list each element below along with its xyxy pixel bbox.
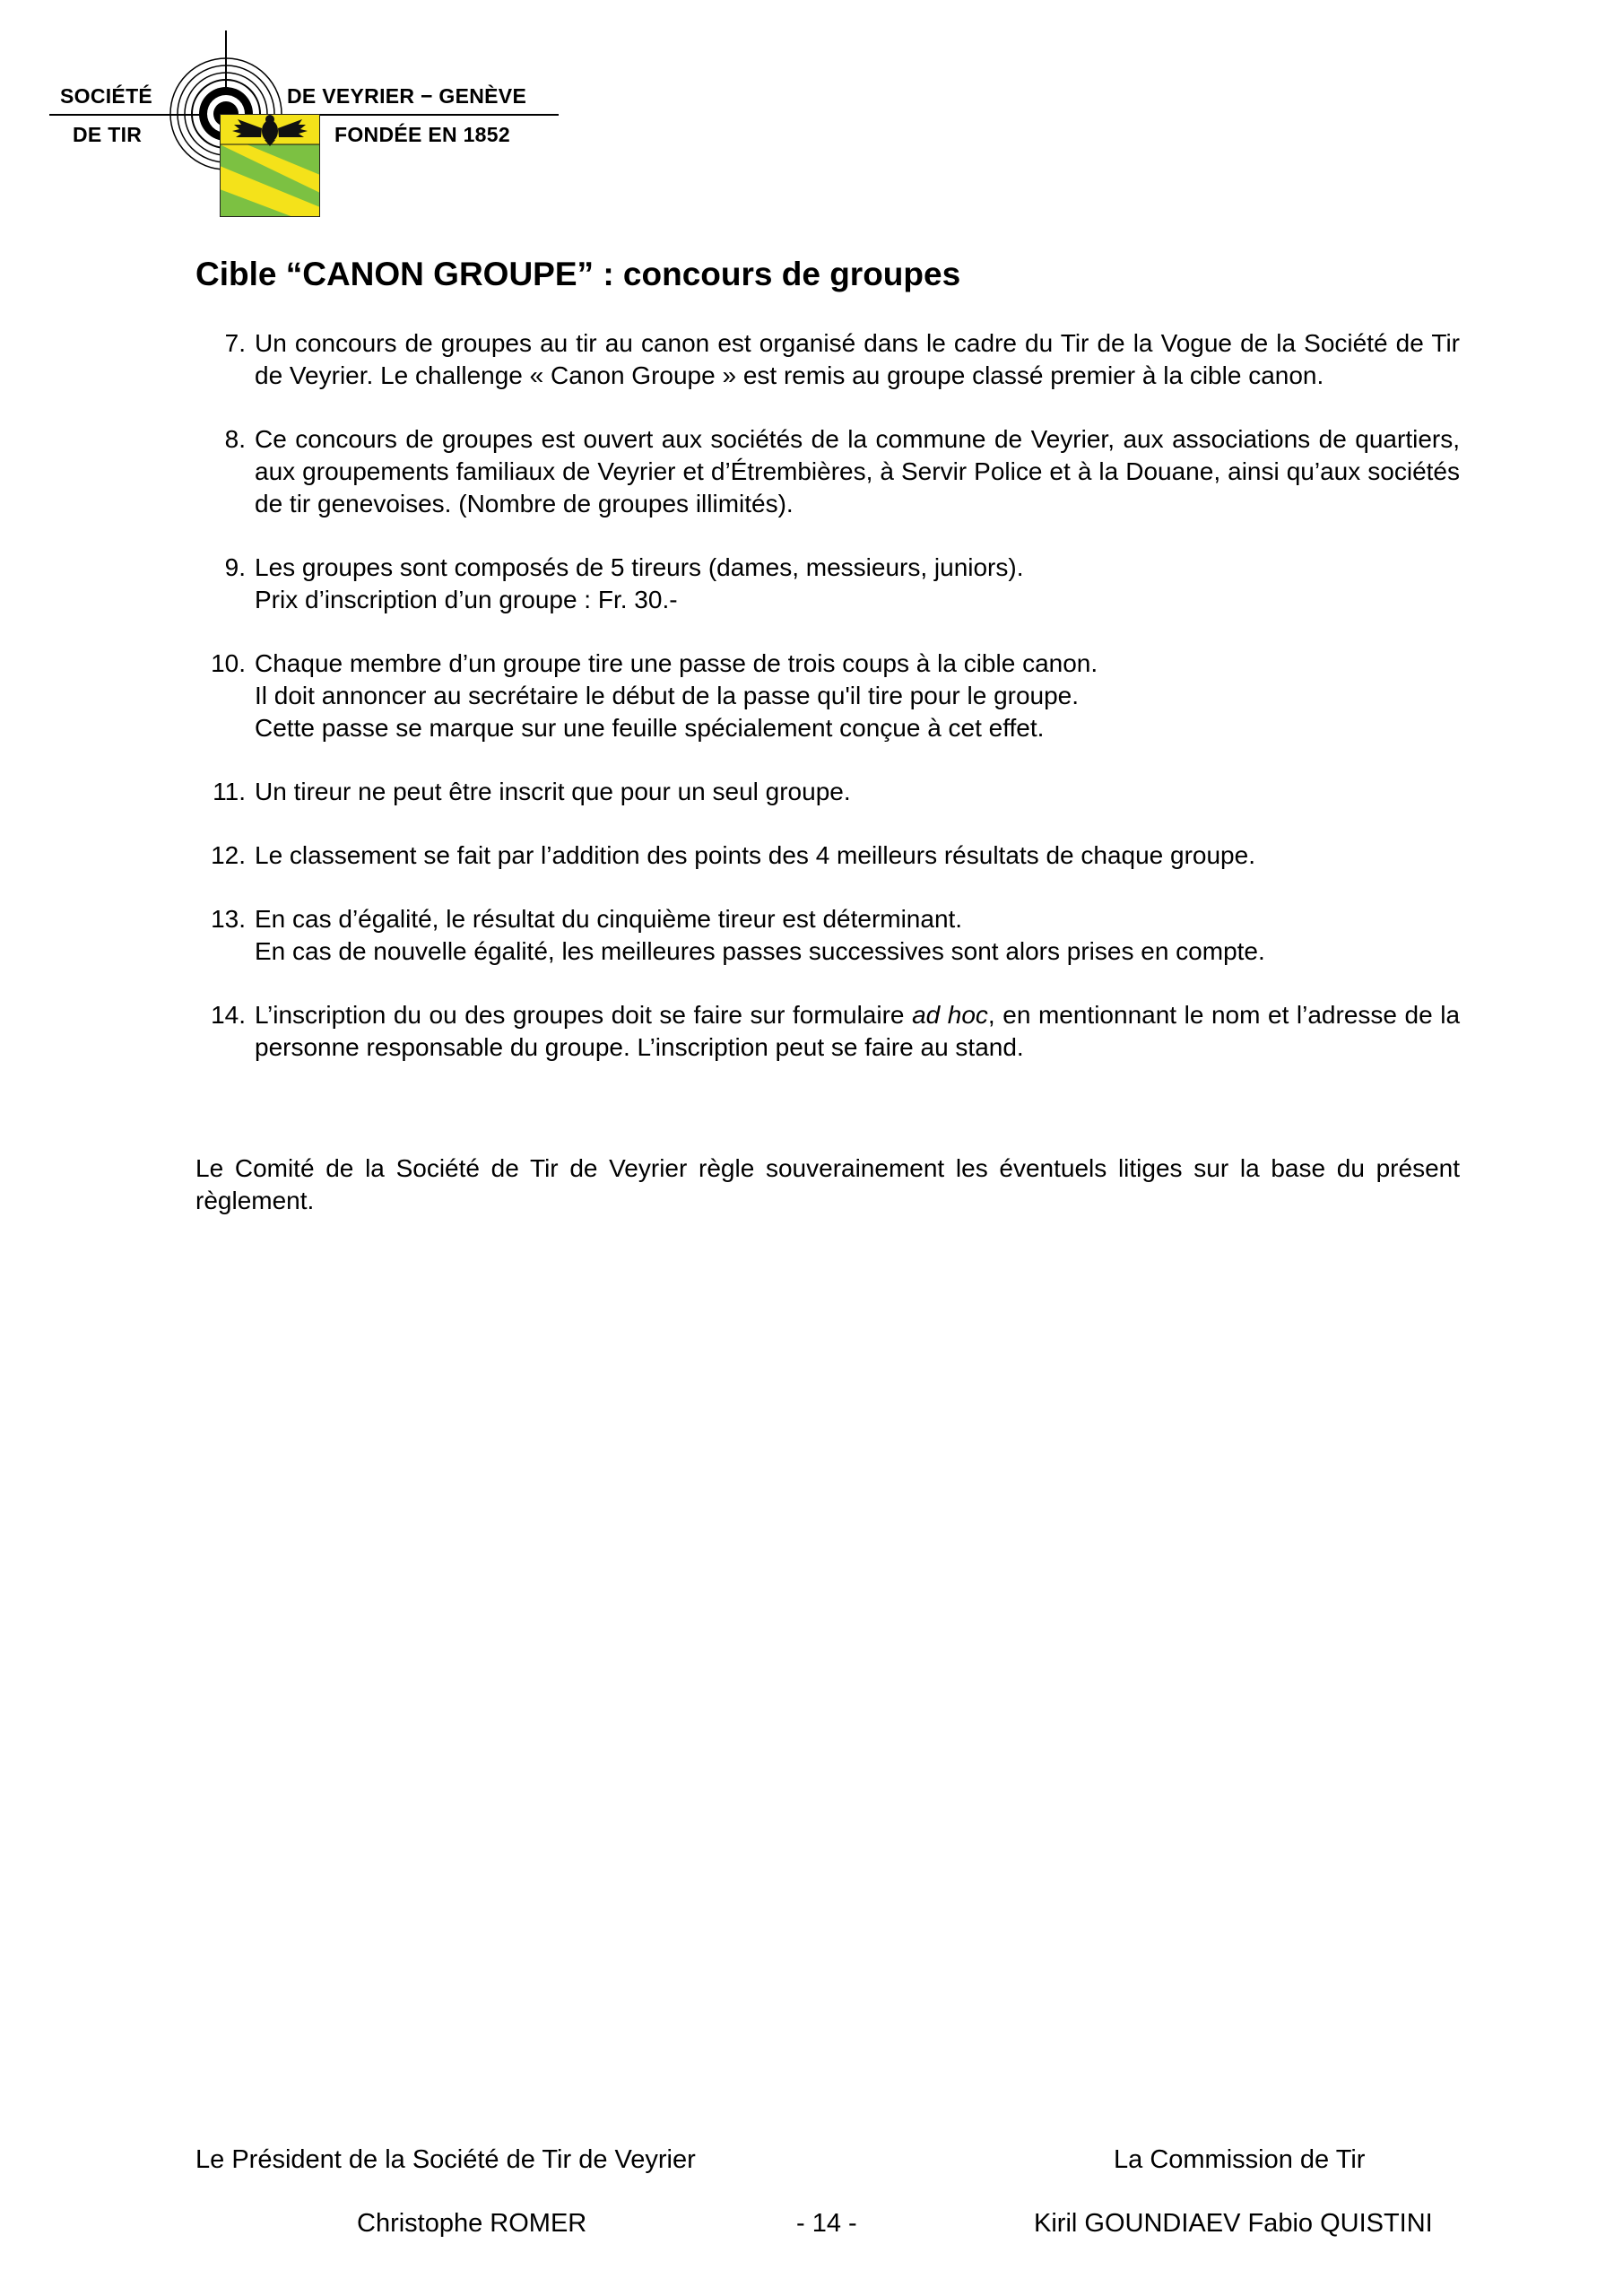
rule-text-part: L’inscription du ou des groupes doit se faire sur formulaire <box>255 1001 913 1029</box>
rule-10 <box>195 648 1460 744</box>
rule-11 <box>195 776 1460 808</box>
rule-number: 11. <box>213 778 246 805</box>
rule-number: 14. <box>211 1001 246 1029</box>
rule-8 <box>195 423 1460 520</box>
rule-number: 8. <box>224 425 246 453</box>
rule-text: Un tireur ne peut être inscrit que pour un seul groupe. <box>255 778 851 805</box>
rule-text: Les groupes sont composés de 5 tireurs (dames, messieurs, juniors). <box>255 553 1024 581</box>
rule-text: En cas d’égalité, le résultat du cinquième tireur est déterminant. <box>255 905 963 933</box>
rule-13 <box>195 903 1460 968</box>
rule-9 <box>195 552 1460 616</box>
rule-7 <box>195 327 1460 392</box>
letterhead <box>49 27 569 220</box>
rule-text: En cas de nouvelle égalité, les meilleures passes successives sont alors prises en compte. <box>255 937 1265 965</box>
rule-number: 9. <box>224 553 246 581</box>
commission-names: Kiril GOUNDIAEV Fabio QUISTINI <box>1034 2209 1433 2238</box>
rule-text <box>255 999 1460 1064</box>
rule-number: 12. <box>211 841 246 869</box>
rule-number: 10. <box>211 649 246 677</box>
letterhead-veyrier-geneve: DE VEYRIER − GENÈVE <box>287 84 527 108</box>
rule-text-italic: ad hoc <box>912 1001 988 1029</box>
rule-text: Il doit annoncer au secrétaire le début de la passe qu'il tire pour le groupe. <box>255 682 1080 709</box>
rule-text: Ce concours de groupes est ouvert aux sociétés de la commune de Veyrier, aux associations de quartiers, aux groupements familiaux de Veyrier et d’Étrembières, à Servir Police et à la Douane, ainsi qu’aux sociétés de tir genevoises. (Nombre de groupes illimités). <box>255 425 1460 517</box>
letterhead-fondee: FONDÉE EN 1852 <box>334 123 510 146</box>
commission-label: La Commission de Tir <box>1114 2145 1366 2174</box>
rule-text-part: , en mentionnant le nom et l’adresse de la personne responsable du groupe. L’inscription peut se faire au stand. <box>255 1001 1461 1061</box>
rule-number: 13. <box>211 905 246 933</box>
rule-text: Chaque membre d’un groupe tire une passe de trois coups à la cible canon. <box>255 649 1098 677</box>
president-label: Le Président de la Société de Tir de Veyrier <box>195 2145 696 2174</box>
rules-list <box>195 327 1460 1095</box>
closing-statement: Le Comité de la Société de Tir de Veyrier règle souverainement les éventuels litiges sur la base du présent règlement. <box>195 1154 1460 1214</box>
rule-text: Cette passe se marque sur une feuille spécialement conçue à cet effet. <box>255 714 1045 742</box>
page-number: - 14 - <box>796 2209 857 2238</box>
president-name: Christophe ROMER <box>357 2209 587 2238</box>
rule-text: Un concours de groupes au tir au canon est organisé dans le cadre du Tir de la Vogue de la Société de Tir de Veyrier. Le challenge « Canon Groupe » est remis au groupe classé premier à la cible canon. <box>255 329 1460 389</box>
rule-text: Le classement se fait par l’addition des points des 4 meilleurs résultats de chaque groupe. <box>255 841 1255 869</box>
page-title: Cible “CANON GROUPE” : concours de groupes <box>195 256 961 292</box>
rule-14 <box>195 999 1460 1064</box>
rule-number: 7. <box>224 329 246 357</box>
letterhead-de-tir: DE TIR <box>73 123 143 146</box>
rule-12 <box>195 839 1460 872</box>
letterhead-societe: SOCIÉTÉ <box>60 84 153 108</box>
coat-of-arms-icon <box>220 114 320 217</box>
rule-text: Prix d’inscription d’un groupe : Fr. 30.- <box>255 586 678 613</box>
